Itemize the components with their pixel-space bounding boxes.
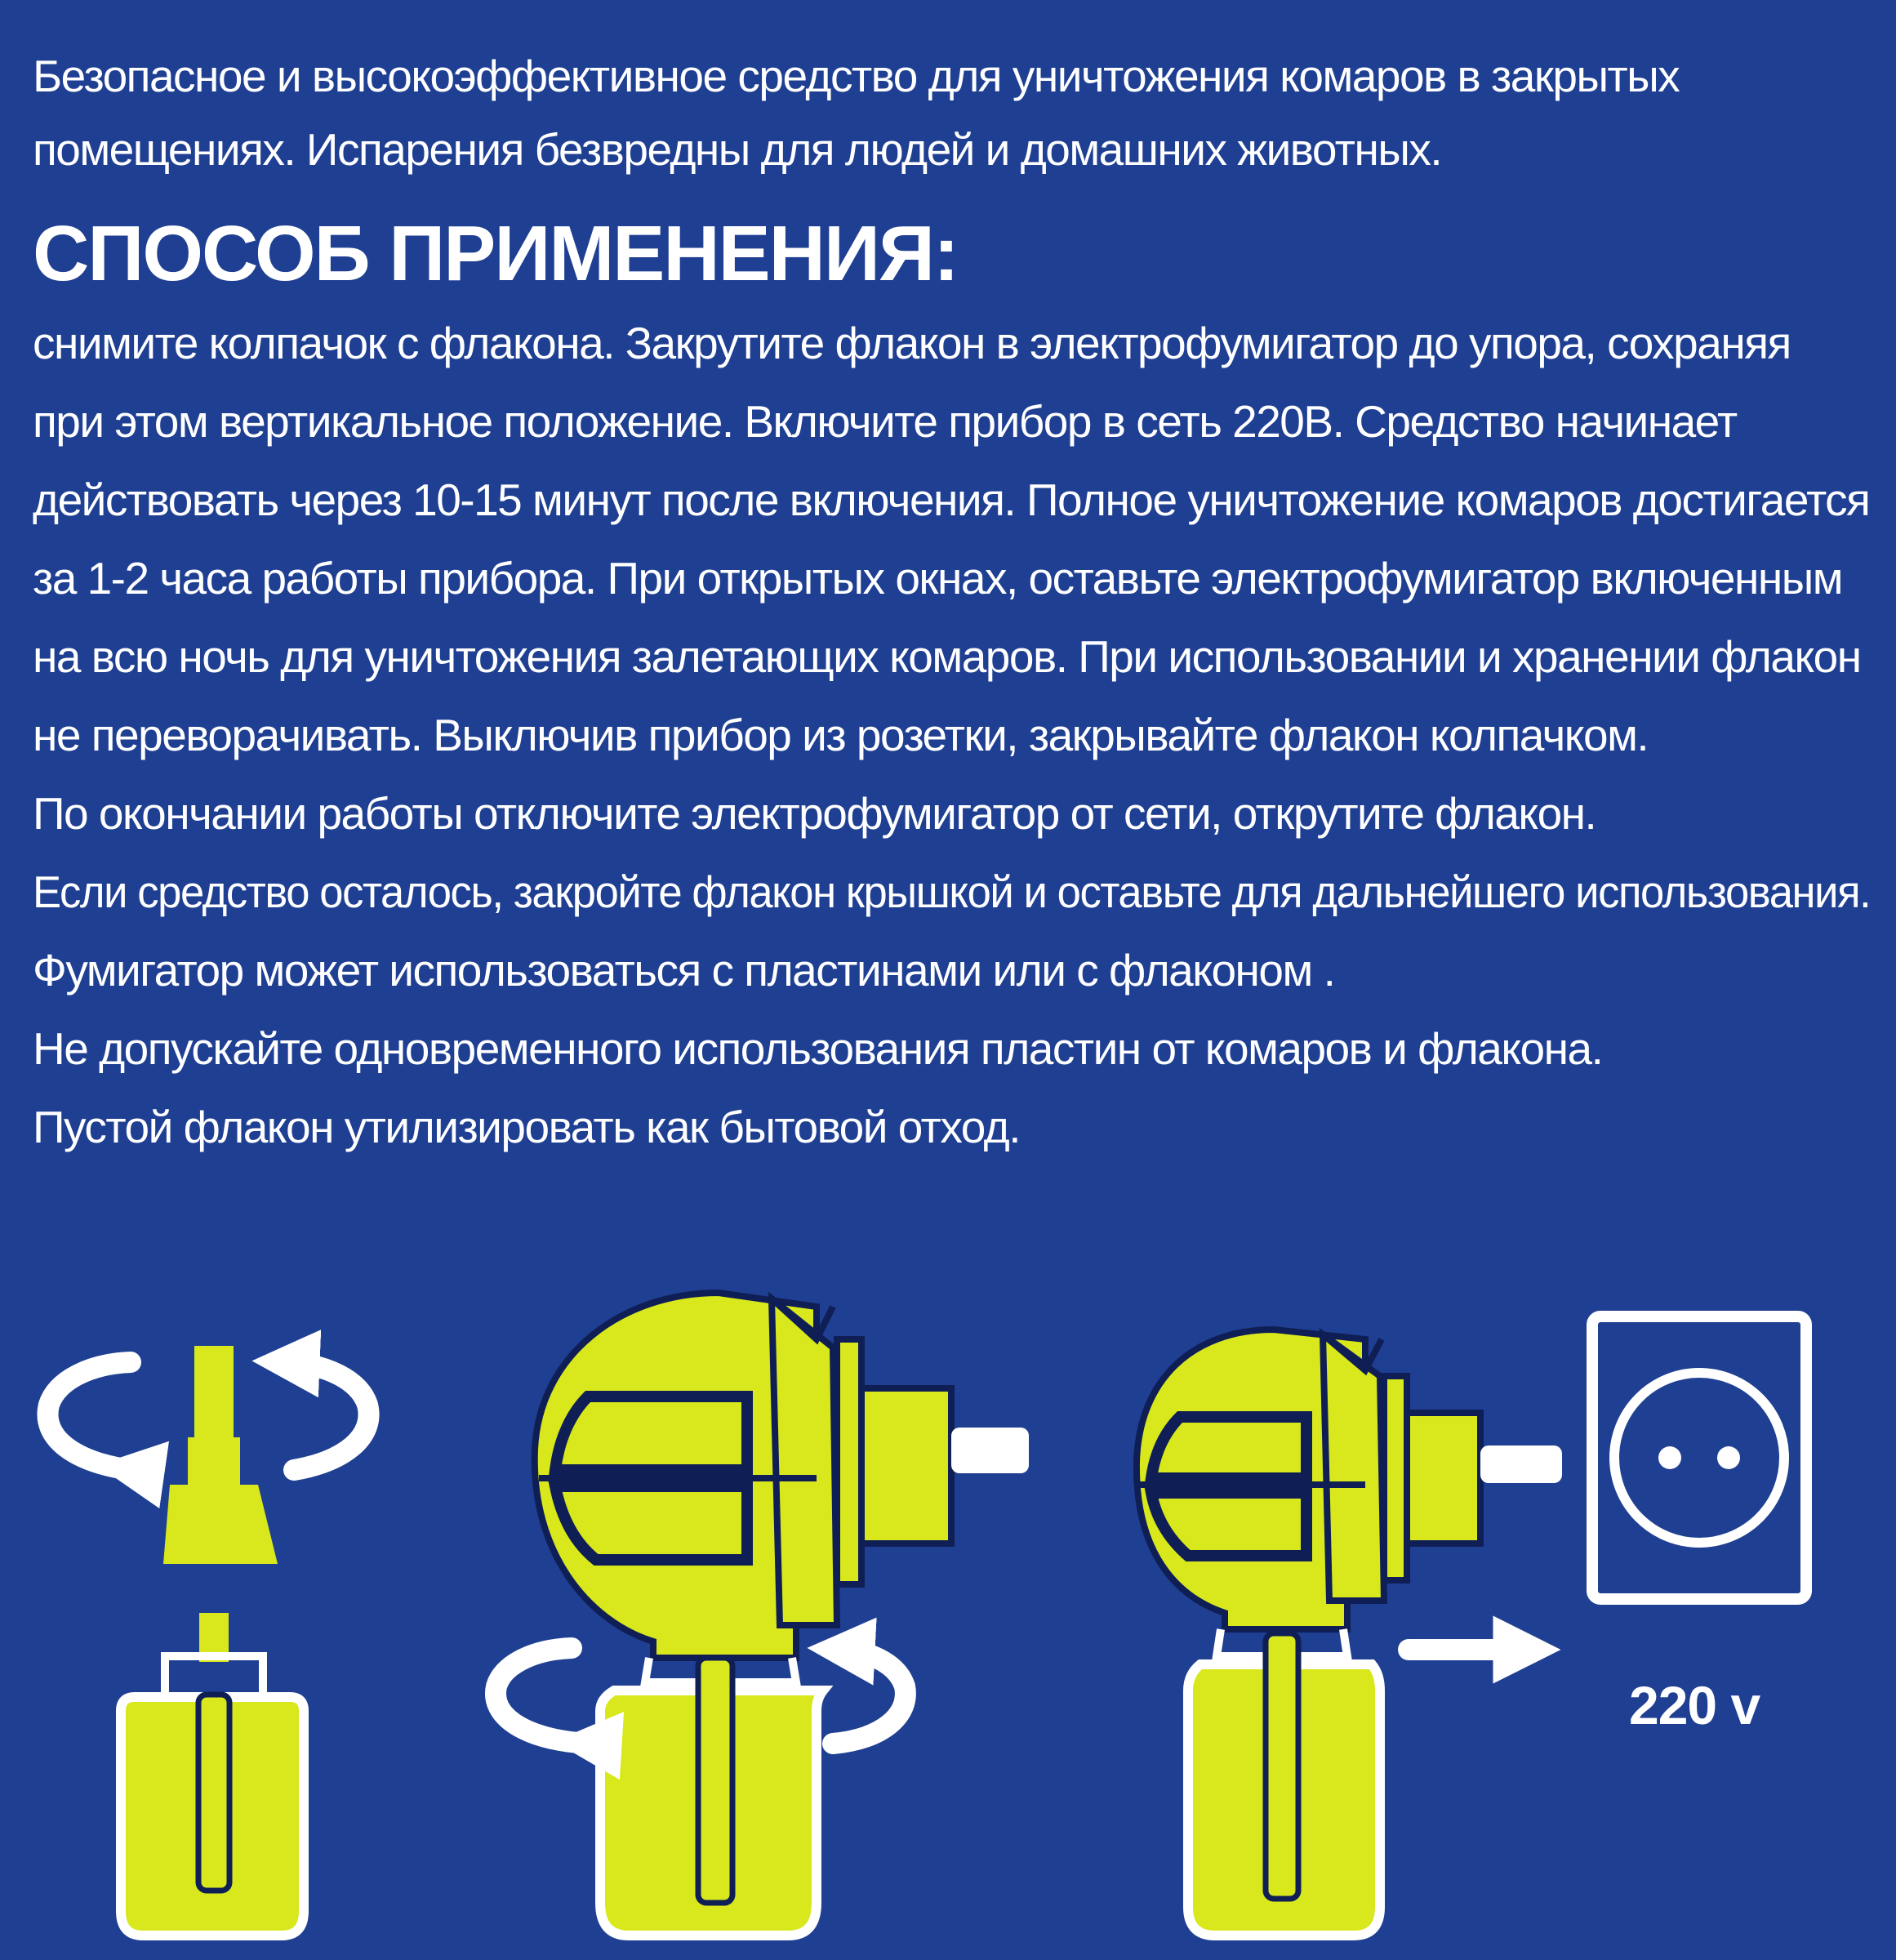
rotate-right-arrow-icon (833, 1650, 906, 1744)
step-remove-cap (47, 1346, 368, 1936)
rotate-left-arrow-icon (47, 1362, 131, 1470)
fumigator-icon (1137, 1330, 1562, 1629)
instruction-line: Фумигатор может использоваться с пластинами или с флаконом . (33, 945, 1335, 996)
usage-illustrations (0, 1274, 1896, 1960)
rotate-right-arrow-icon (286, 1362, 369, 1470)
step-screw-bottle (496, 1293, 1029, 1936)
instruction-line: за 1-2 часа работы прибора. При открытых окнах, оставьте электрофумигатор включенным (33, 553, 1843, 604)
instruction-line: По окончании работы отключите электрофумигатор от сети, открутите флакон. (33, 788, 1596, 839)
instruction-line: Пустой флакон утилизировать как бытовой отход. (33, 1102, 1020, 1152)
usage-instructions (33, 304, 1870, 1166)
instruction-line: на всю ночь для уничтожения залетающих комаров. При использовании и хранении флакон (33, 631, 1861, 682)
step-plug-in (1137, 1316, 1806, 1936)
bottle-icon (1188, 1629, 1380, 1936)
rotate-left-arrow-icon (496, 1648, 588, 1744)
instruction-text (33, 39, 1870, 1166)
instruction-line: Если средство осталось, закройте флакон крышкой и оставьте для дальнейшего использования. (33, 866, 1871, 917)
bottle-icon (600, 1658, 823, 1936)
instruction-line: снимите колпачок с флакона. Закрутите флакон в электрофумигатор до упора, сохраняя (33, 318, 1791, 368)
fumigator-icon (535, 1293, 1029, 1658)
bottle-cap-icon (163, 1346, 278, 1564)
intro-line: Безопасное и высокоэффективное средство для уничтожения комаров в закрытых (33, 51, 1680, 101)
power-socket-icon (1592, 1316, 1806, 1599)
bottle-icon (121, 1613, 304, 1936)
instruction-line: не переворачивать. Выключив прибор из розетки, закрывайте флакон колпачком. (33, 710, 1649, 760)
instruction-line: действовать через 10-15 минут после включения. Полное уничтожение комаров достигается (33, 474, 1870, 525)
intro-paragraph (33, 39, 1870, 186)
instruction-line: Не допускайте одновременного использования пластин от комаров и флакона. (33, 1023, 1603, 1074)
intro-line: помещениях. Испарения безвредны для людей и домашних животных. (33, 124, 1442, 175)
voltage-label: 220 v (1629, 1675, 1760, 1735)
usage-heading: СПОСОБ ПРИМЕНЕНИЯ: (33, 210, 958, 297)
instruction-line: при этом вертикальное положение. Включите прибор в сеть 220В. Средство начинает (33, 396, 1737, 447)
